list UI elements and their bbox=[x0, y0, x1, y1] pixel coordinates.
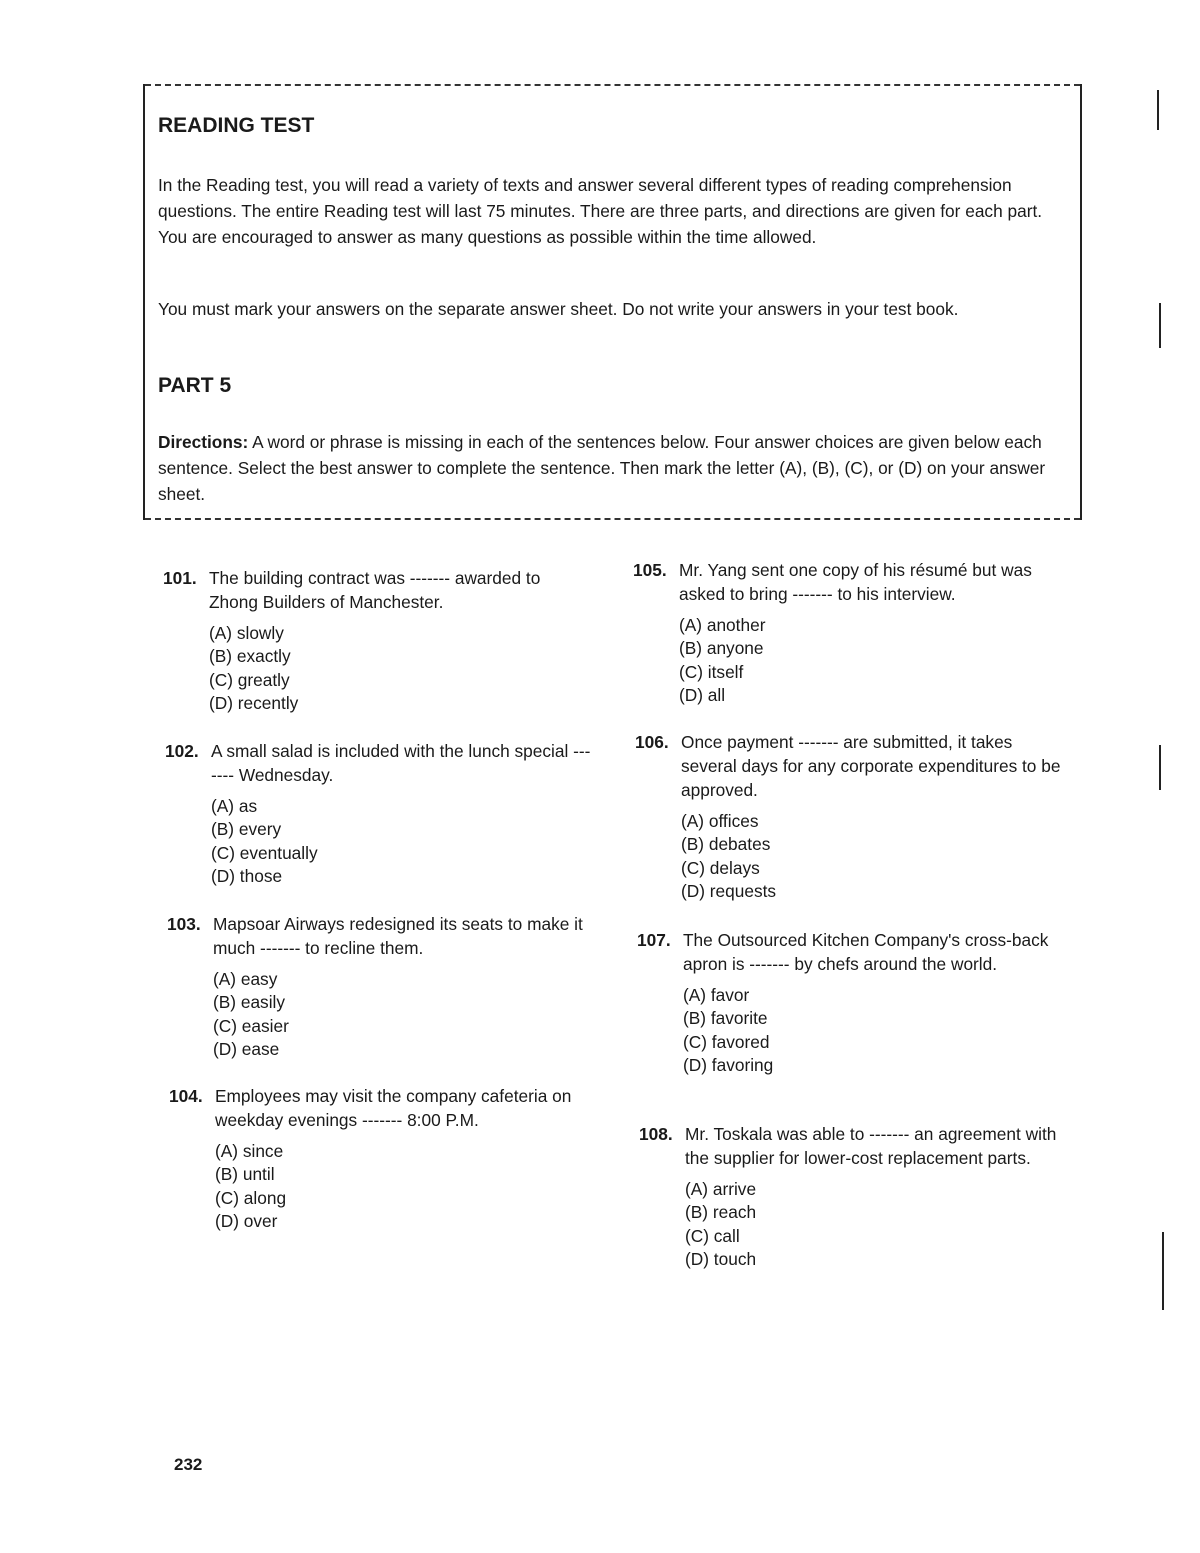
directions-label: Directions: bbox=[158, 432, 249, 452]
answer-options bbox=[685, 1178, 1069, 1271]
scan-margin-mark bbox=[1157, 90, 1159, 130]
question-107 bbox=[637, 928, 1067, 1077]
question-text: Mapsoar Airways redesigned its seats to make it much ------- to recline them. bbox=[213, 914, 583, 958]
question-text: The Outsourced Kitchen Company's cross-back apron is ------- by chefs around the world. bbox=[683, 930, 1049, 974]
question-104 bbox=[169, 1084, 599, 1233]
option-d: (D) requests bbox=[681, 880, 777, 901]
option-c: (C) delays bbox=[681, 857, 760, 878]
option-d: (D) ease bbox=[213, 1038, 280, 1059]
option-d: (D) touch bbox=[685, 1248, 757, 1269]
option-d: (D) those bbox=[211, 865, 283, 886]
answer-options bbox=[681, 810, 1065, 903]
option-c: (C) call bbox=[685, 1225, 740, 1246]
option-c: (C) greatly bbox=[209, 669, 290, 690]
option-b: (B) reach bbox=[685, 1202, 757, 1223]
answer-sheet-paragraph: You must mark your answers on the separate answer sheet. Do not write your answers in your test book. bbox=[158, 299, 959, 319]
option-d: (D) over bbox=[215, 1210, 278, 1231]
answer-options bbox=[215, 1140, 599, 1233]
option-c: (C) eventually bbox=[211, 842, 318, 863]
option-a: (A) offices bbox=[681, 811, 759, 831]
question-text: The building contract was ------- awarded to Zhong Builders of Manchester. bbox=[209, 568, 541, 612]
box-top-border bbox=[145, 84, 1080, 86]
question-106 bbox=[635, 730, 1065, 903]
answer-options bbox=[209, 622, 593, 715]
intro-paragraph: In the Reading test, you will read a variety of texts and answer several different types of reading comprehension questions. The entire Reading test will last 75 minutes. There are three parts, and directions are given for each part. You are encouraged to answer as many questions as possible within the time allowed. bbox=[158, 175, 1043, 247]
option-d: (D) all bbox=[679, 684, 726, 705]
option-c: (C) easier bbox=[213, 1015, 289, 1036]
answer-options bbox=[211, 795, 595, 888]
answer-options bbox=[213, 968, 597, 1061]
question-108 bbox=[639, 1122, 1069, 1271]
option-a: (A) slowly bbox=[209, 623, 284, 643]
directions-text: A word or phrase is missing in each of the sentences below. Four answer choices are given below each sentence. Select the best answer to complete the sentence. Then mark the letter (A), (B), (C), or (D) on your answer sheet. bbox=[158, 432, 1046, 504]
option-a: (A) since bbox=[215, 1141, 284, 1161]
section-title: READING TEST bbox=[158, 114, 315, 137]
page-number: 232 bbox=[174, 1455, 203, 1474]
option-b: (B) easily bbox=[213, 992, 286, 1013]
option-b: (B) favorite bbox=[683, 1008, 768, 1029]
question-text: Once payment ------- are submitted, it takes several days for any corporate expenditures to be approved. bbox=[681, 732, 1061, 800]
question-number: 106. bbox=[635, 732, 669, 752]
question-105 bbox=[633, 558, 1063, 707]
option-b: (B) debates bbox=[681, 834, 771, 855]
question-101 bbox=[163, 566, 593, 715]
question-number: 105. bbox=[633, 560, 667, 580]
question-102 bbox=[165, 739, 595, 888]
instructions-box bbox=[143, 84, 1082, 520]
question-number: 104. bbox=[169, 1086, 203, 1106]
option-b: (B) anyone bbox=[679, 638, 764, 659]
option-c: (C) itself bbox=[679, 661, 744, 682]
answer-options bbox=[683, 984, 1067, 1077]
box-bottom-border bbox=[145, 518, 1080, 520]
option-b: (B) until bbox=[215, 1164, 275, 1185]
option-a: (A) easy bbox=[213, 969, 278, 989]
question-number: 107. bbox=[637, 930, 671, 950]
option-d: (D) favoring bbox=[683, 1054, 774, 1075]
question-text: A small salad is included with the lunch special ------- Wednesday. bbox=[211, 741, 591, 785]
option-d: (D) recently bbox=[209, 692, 299, 713]
scan-margin-mark bbox=[1159, 745, 1161, 790]
question-number: 101. bbox=[163, 568, 197, 588]
option-b: (B) every bbox=[211, 819, 282, 840]
option-c: (C) favored bbox=[683, 1031, 770, 1052]
directions-paragraph bbox=[158, 429, 1063, 507]
option-a: (A) favor bbox=[683, 985, 750, 1005]
question-text: Mr. Toskala was able to ------- an agreement with the supplier for lower-cost replacement parts. bbox=[685, 1124, 1057, 1168]
scan-margin-mark bbox=[1159, 303, 1161, 348]
scan-margin-mark bbox=[1162, 1232, 1164, 1310]
question-number: 102. bbox=[165, 741, 199, 761]
option-a: (A) arrive bbox=[685, 1179, 757, 1199]
option-b: (B) exactly bbox=[209, 646, 291, 667]
question-text: Mr. Yang sent one copy of his résumé but was asked to bring ------- to his interview. bbox=[679, 560, 1032, 604]
part-title: PART 5 bbox=[158, 374, 232, 397]
option-a: (A) another bbox=[679, 615, 766, 635]
option-c: (C) along bbox=[215, 1187, 287, 1208]
question-number: 103. bbox=[167, 914, 201, 934]
question-number: 108. bbox=[639, 1124, 673, 1144]
answer-options bbox=[679, 614, 1063, 707]
question-103 bbox=[167, 912, 597, 1061]
option-a: (A) as bbox=[211, 796, 258, 816]
question-text: Employees may visit the company cafeteria on weekday evenings ------- 8:00 P.M. bbox=[215, 1086, 572, 1130]
